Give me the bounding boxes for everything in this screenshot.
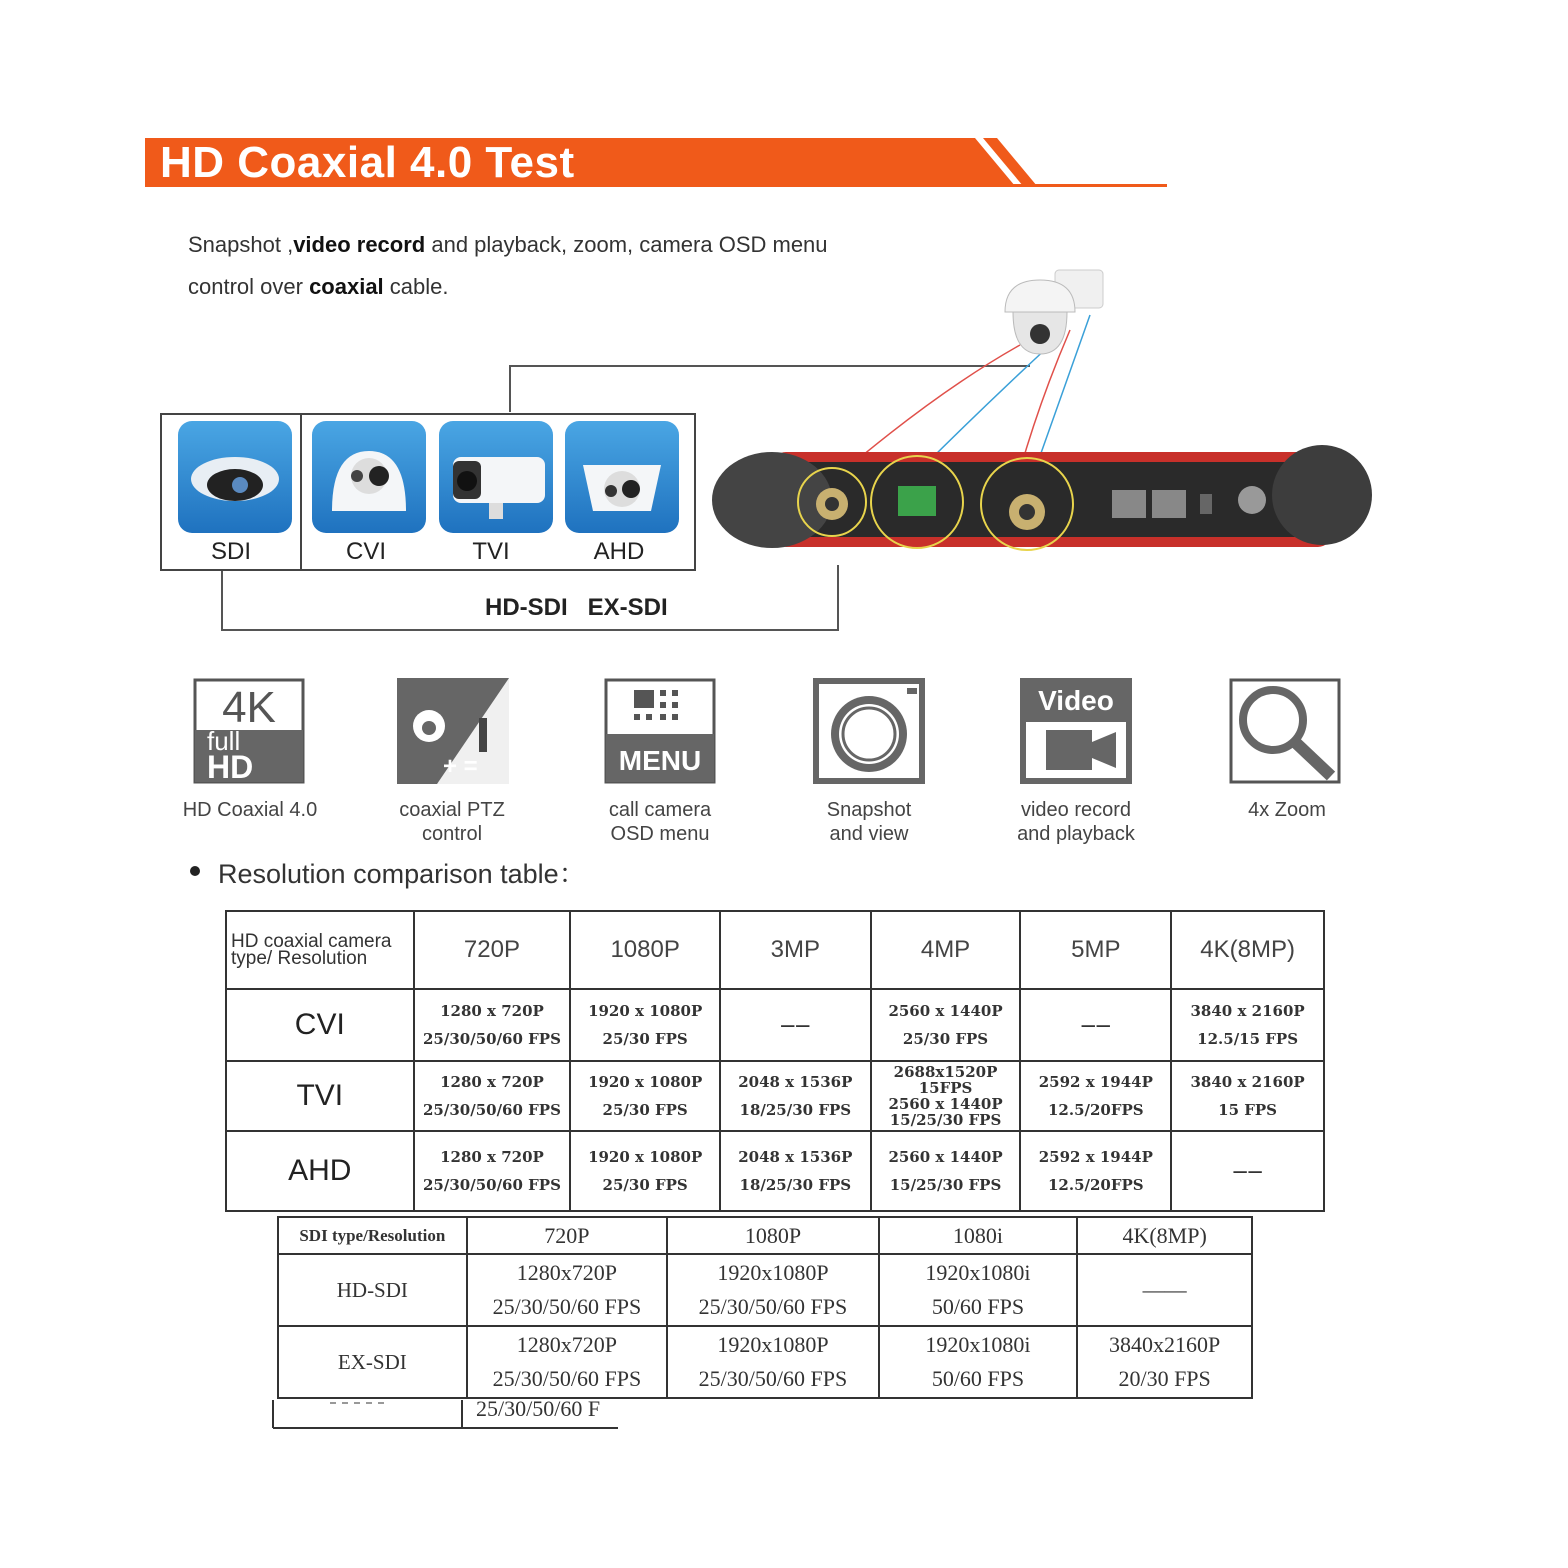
table2-col-header: 720P: [467, 1217, 668, 1254]
intro-line-1: Snapshot ,video record and playback, zoom, camera OSD menu: [188, 232, 828, 257]
table1-col-header: 3MP: [720, 911, 871, 989]
feature-label-ptz: coaxial PTZ control: [399, 799, 505, 845]
table-cell: 2592 x 1944P 12.5/20FPS: [1020, 1061, 1171, 1131]
table-cell: 2048 x 1536P 18/25/30 FPS: [720, 1061, 871, 1131]
table-cell: 3840 x 2160P 12.5/15 FPS: [1171, 989, 1324, 1061]
table1-col-header: 1080P: [570, 911, 720, 989]
tvi-camera-icon: [439, 421, 553, 533]
hd-text: HD: [207, 749, 254, 784]
sdi-camera-icon: [178, 421, 292, 533]
video-text: Video: [1038, 685, 1114, 716]
table-cell: 1920x1080P 25/30/50/60 FPS: [667, 1326, 879, 1398]
feature-label-video: video record and playback: [1017, 799, 1135, 845]
table-cell: 2688x1520P 15FPS 2560 x 1440P 15/25/30 FPS: [871, 1061, 1021, 1131]
page-title: HD Coaxial 4.0 Test: [160, 138, 575, 187]
intro-line-2: control over coaxial cable.: [188, 274, 449, 299]
table-row: [278, 1326, 1252, 1398]
feature-label-hd-coaxial: HD Coaxial 4.0: [182, 799, 318, 821]
svg-text:+ =: + =: [443, 753, 478, 780]
cvi-label: CVI: [345, 538, 386, 565]
table1-col-header: 5MP: [1020, 911, 1171, 989]
tvi-label: TVI: [472, 538, 510, 565]
sdi-label: SDI: [210, 538, 251, 565]
cvi-camera-icon: [312, 421, 426, 533]
table-cell: 2592 x 1944P 12.5/20FPS: [1020, 1131, 1171, 1211]
table-cell: 1280 x 720P 25/30/50/60 FPS: [414, 989, 571, 1061]
feature-label-snapshot: Snapshot and view: [826, 799, 912, 845]
ptz-control-icon: [397, 678, 509, 784]
table-row: [278, 1254, 1252, 1326]
ahd-camera-icon: [565, 421, 679, 533]
row-header-tvi: TVI: [226, 1061, 414, 1131]
table-cell: 1280 x 720P 25/30/50/60 FPS: [414, 1061, 571, 1131]
sdi-resolution-table: [277, 1216, 1253, 1399]
4k-full-hd-icon: [193, 678, 305, 784]
table-cell: 1920 x 1080P 25/30 FPS: [570, 1061, 720, 1131]
table-cell: 3840 x 2160P 15 FPS: [1171, 1061, 1324, 1131]
table2-corner-header: SDI type/Resolution: [278, 1217, 467, 1254]
feature-label-zoom: 4x Zoom: [1248, 799, 1326, 821]
table-row: [226, 1131, 1324, 1211]
table-cell: 1920x1080P 25/30/50/60 FPS: [667, 1254, 879, 1326]
tester-device-picture: [712, 440, 1372, 560]
truncated-row-text: 25/30/50/60 F: [476, 1396, 601, 1421]
table2-col-header: 4K(8MP): [1077, 1217, 1252, 1254]
snapshot-icon: [813, 678, 925, 784]
connection-lines: [0, 0, 1568, 700]
table-cell: 3840x2160P 20/30 FPS: [1077, 1326, 1252, 1398]
table2-col-header: 1080P: [667, 1217, 879, 1254]
table-cell: 1280 x 720P 25/30/50/60 FPS: [414, 1131, 571, 1211]
table1-col-header: 4K(8MP): [1171, 911, 1324, 989]
ptz-dome-camera-picture: [995, 262, 1110, 362]
table1-col-header: 720P: [414, 911, 571, 989]
table1-col-header: 4MP: [871, 911, 1021, 989]
table-row: [226, 1061, 1324, 1131]
resolution-heading: Resolution comparison table：: [218, 859, 586, 889]
table2-col-header: 1080i: [879, 1217, 1078, 1254]
table-cell: ——: [1171, 1131, 1324, 1211]
row-header-ahd: AHD: [226, 1131, 414, 1211]
table-cell: 1920 x 1080P 25/30 FPS: [570, 989, 720, 1061]
zoom-icon: [1229, 678, 1341, 784]
sdi-variants-label: HD-SDI EX-SDI: [485, 594, 668, 621]
4k-text: 4K: [222, 683, 276, 732]
table-cell: 1920x1080i 50/60 FPS: [879, 1254, 1078, 1326]
row-header-hd-sdi: HD-SDI: [278, 1254, 467, 1326]
table-cell: ——: [1077, 1254, 1252, 1326]
table-cell: 2560 x 1440P 25/30 FPS: [871, 989, 1021, 1061]
table1-corner-header: HD coaxial camera type/ Resolution: [226, 911, 414, 989]
table-cell: ——: [1020, 989, 1171, 1061]
video-icon: [1020, 678, 1132, 784]
table-cell: 1920x1080i 50/60 FPS: [879, 1326, 1078, 1398]
menu-text: MENU: [618, 745, 702, 776]
table-row: [226, 989, 1324, 1061]
table-cell: 1920 x 1080P 25/30 FPS: [570, 1131, 720, 1211]
table-cell: 1280x720P 25/30/50/60 FPS: [467, 1254, 668, 1326]
feature-label-osd-menu: call camera OSD menu: [608, 799, 712, 845]
table-cell: ——: [720, 989, 871, 1061]
hd-coaxial-resolution-table: [225, 910, 1325, 1212]
menu-icon: [604, 678, 716, 784]
table-cell: 2048 x 1536P 18/25/30 FPS: [720, 1131, 871, 1211]
ahd-label: AHD: [593, 538, 645, 565]
bullet-dot: [190, 866, 200, 876]
row-header-cvi: CVI: [226, 989, 414, 1061]
table-cell: 1280x720P 25/30/50/60 FPS: [467, 1326, 668, 1398]
row-header-ex-sdi: EX-SDI: [278, 1326, 467, 1398]
table-cell: 2560 x 1440P 15/25/30 FPS: [871, 1131, 1021, 1211]
full-text: full: [207, 726, 241, 756]
